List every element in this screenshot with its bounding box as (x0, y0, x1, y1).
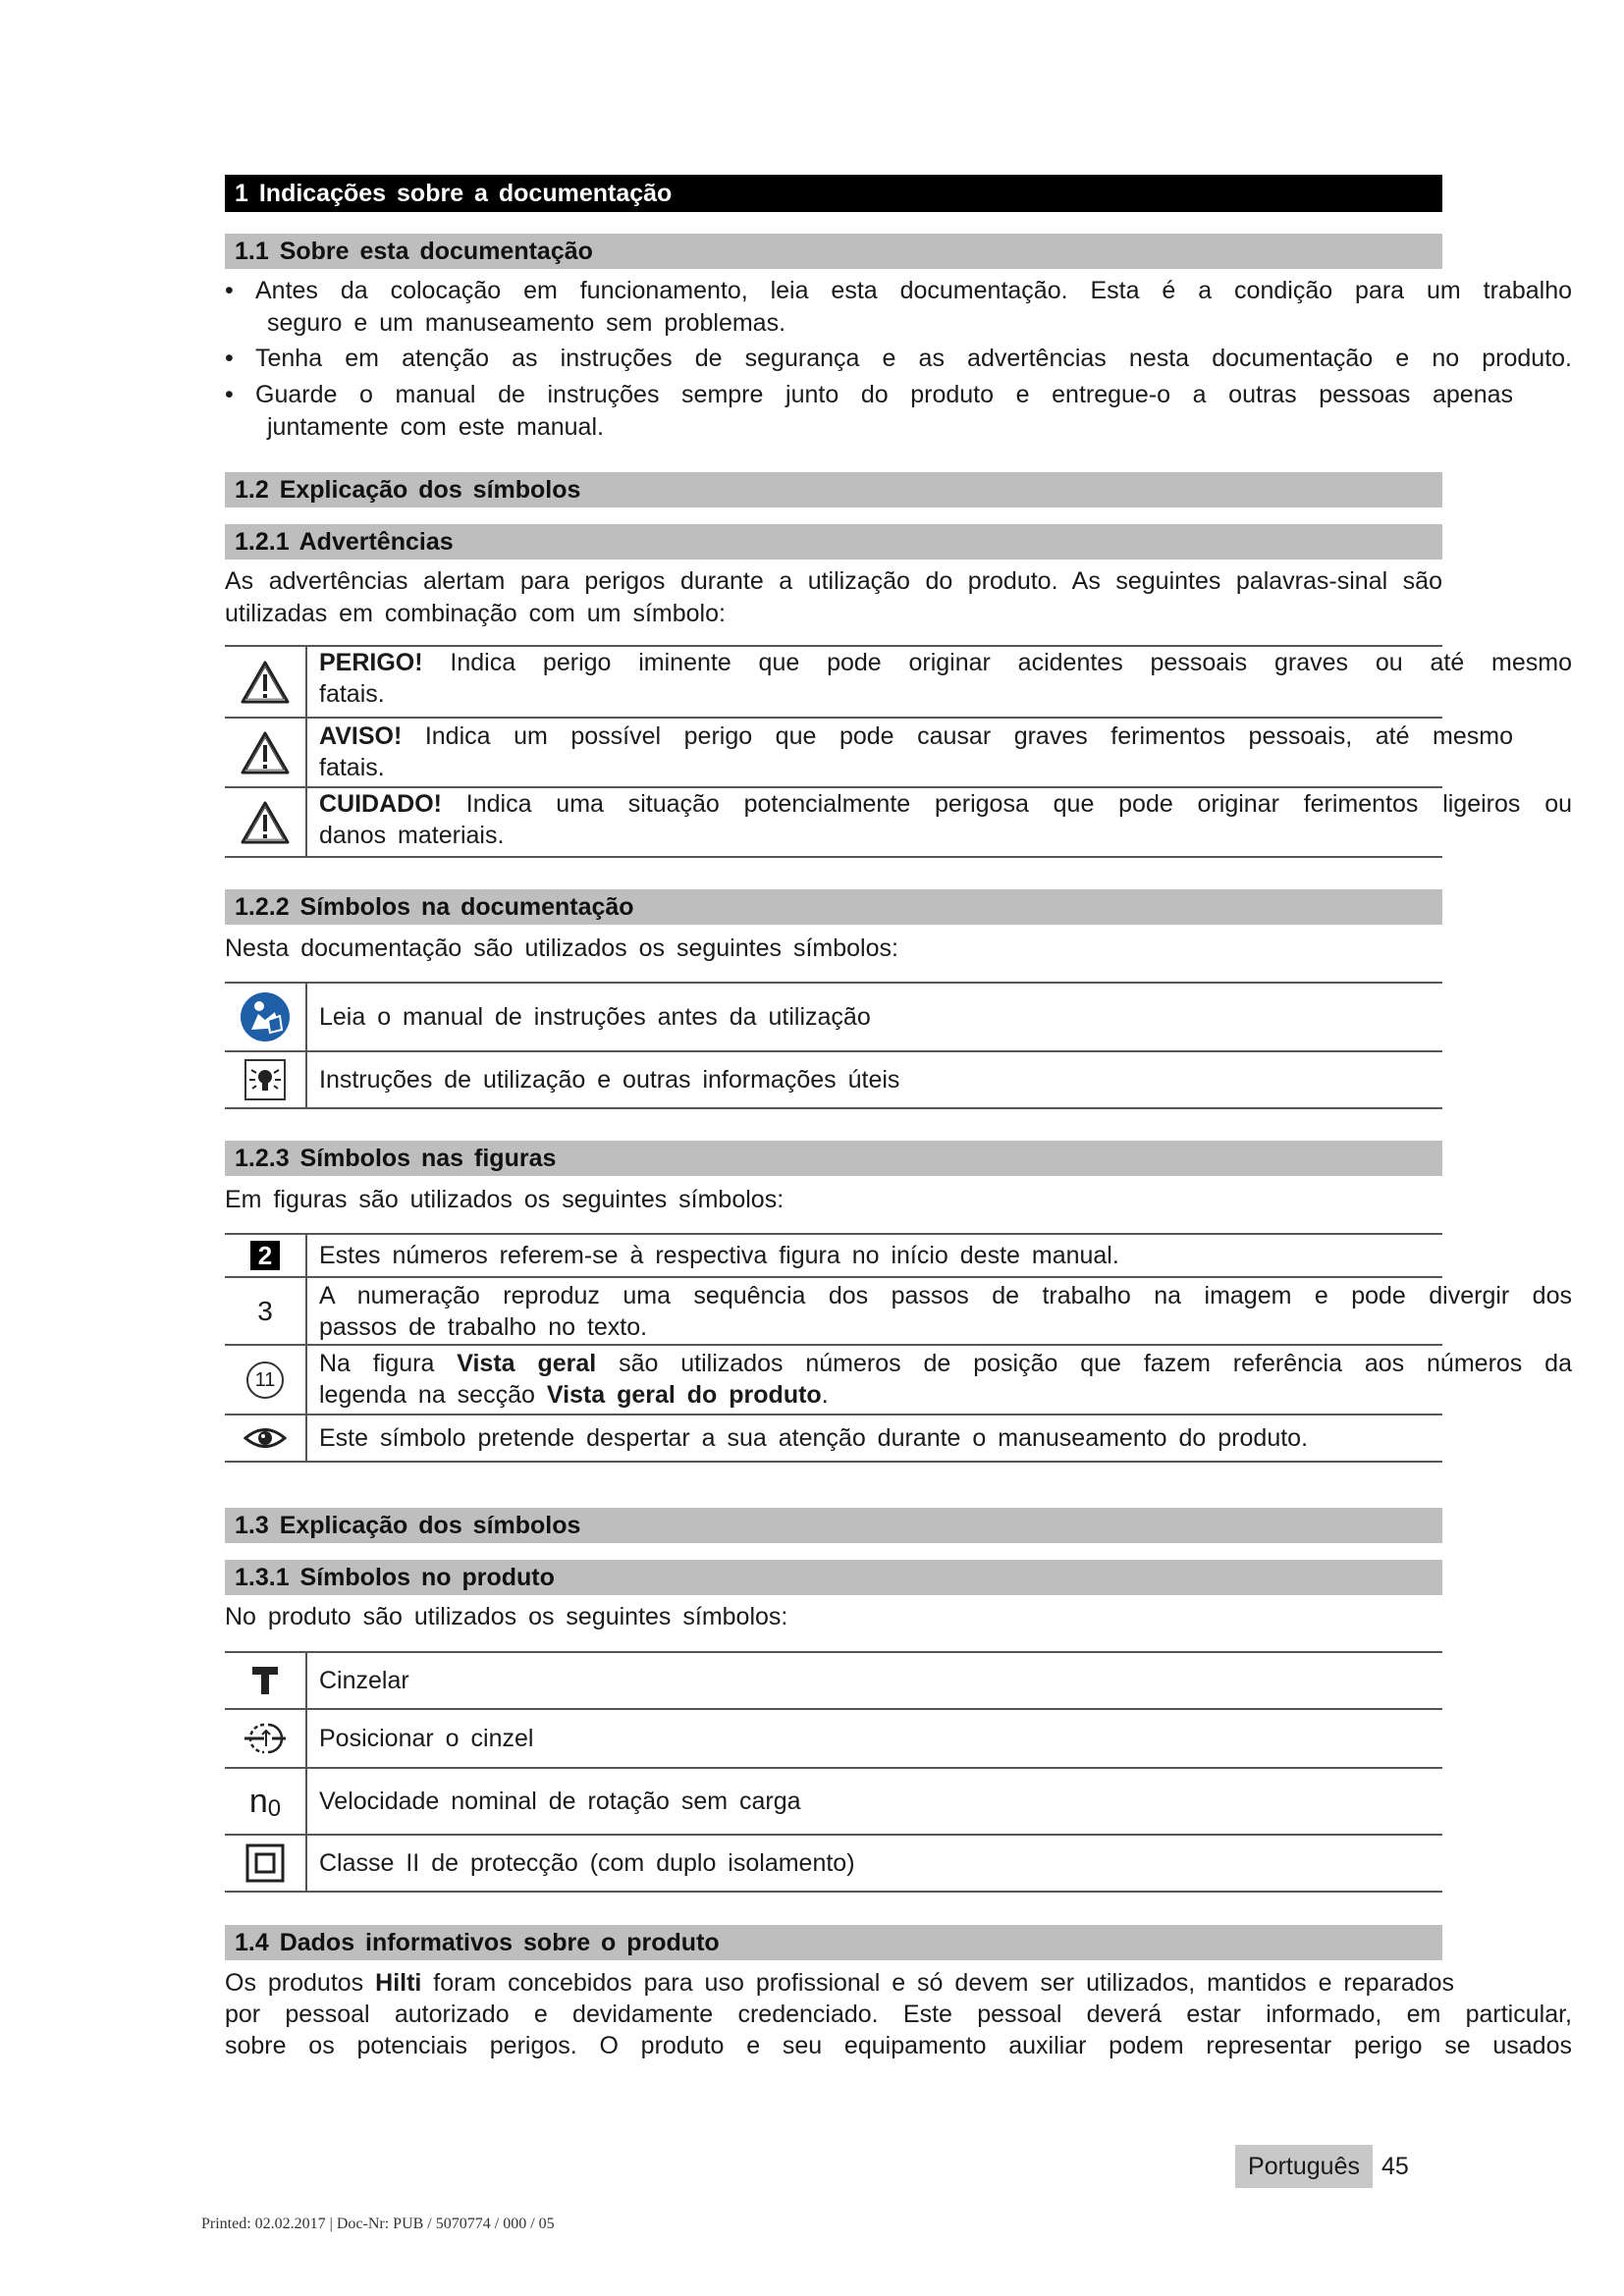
table-row (225, 719, 1513, 788)
row-text-bold: Vista geral (457, 1350, 597, 1377)
table-row (225, 1346, 1572, 1415)
paragraph-line: sobre os potenciais perigos. O produto e seu equipamento auxiliar podem representar perigo se usados (225, 2032, 1572, 2059)
section-heading-1-2-3: 1.2.3 Símbolos nas figuras (225, 1141, 1442, 1176)
table-row (225, 1836, 1442, 1893)
paragraph-intro (225, 565, 1442, 630)
page-number: 45 (1381, 2153, 1409, 2180)
table-row (225, 788, 1572, 858)
doc-symbols-table (225, 982, 1442, 1109)
row-text: legenda na secção (319, 1381, 547, 1409)
table-row (225, 984, 1442, 1052)
row-text-cont: fatais. (319, 754, 385, 781)
row-text: Instruções de utilização e outras informações úteis (319, 1066, 900, 1094)
eye-icon (225, 1415, 307, 1461)
chisel-position-icon (225, 1710, 307, 1767)
row-text-cont: passos de trabalho no texto. (319, 1313, 648, 1341)
table-row (225, 1415, 1442, 1463)
row-text-cont: fatais. (319, 680, 385, 708)
row-text-bold: Vista geral do produto (546, 1381, 822, 1409)
bullet-dot: • (225, 381, 234, 408)
row-text: são utilizados números de posição que fazem referência aos números da (596, 1350, 1572, 1377)
position-number-symbol: 11 (246, 1362, 284, 1399)
section-heading-1-2-1: 1.2.1 Advertências (225, 524, 1442, 560)
paragraph-line: por pessoal autorizado e devidamente credenciado. Este pessoal deverá estar informado, em particular, (225, 2001, 1572, 2028)
step-number-symbol: 3 (257, 1295, 273, 1326)
bullet-dot: • (225, 345, 234, 372)
paragraph-line: As advertências alertam para perigos durante a utilização do produto. As seguintes palavras-sinal são (225, 567, 1442, 595)
row-text: Estes números referem-se à respectiva figura no início deste manual. (319, 1242, 1119, 1269)
step-number-icon (225, 1278, 307, 1344)
speed-symbol: n (248, 1783, 268, 1820)
table-row (225, 1769, 1442, 1836)
signal-word: AVISO! (319, 722, 403, 750)
paragraph-body (225, 1967, 1572, 2061)
section-heading-1-2-2: 1.2.2 Símbolos na documentação (225, 889, 1442, 925)
read-manual-icon (225, 984, 307, 1050)
double-insulation-icon (225, 1836, 307, 1891)
bullet-text-cont: juntamente com este manual. (267, 413, 604, 441)
brand-name: Hilti (375, 1969, 422, 1997)
table-row (225, 647, 1572, 719)
section-heading-1-1: 1.1 Sobre esta documentação (225, 234, 1442, 269)
paragraph-intro: Em figuras são utilizados os seguintes símbolos: (225, 1186, 785, 1213)
footer-language-tab: Português (1235, 2145, 1373, 2188)
table-row (225, 1710, 1442, 1769)
signal-word: PERIGO! (319, 649, 423, 676)
warnings-table (225, 645, 1572, 858)
bullet-text: Tenha em atenção as instruções de segurança e as advertências nesta documentação e no produto. (255, 345, 1572, 372)
bullet-dot: • (225, 277, 234, 304)
position-number-icon (225, 1346, 307, 1414)
row-text: Indica perigo iminente que pode originar acidentes pessoais graves ou até mesmo (450, 649, 1572, 676)
paragraph-intro: Nesta documentação são utilizados os seguintes símbolos: (225, 934, 898, 962)
bullet-item (225, 275, 1572, 340)
speed-symbol-sub: 0 (267, 1795, 282, 1822)
bullet-item (225, 379, 1572, 444)
row-text: Na figura (319, 1350, 458, 1377)
bullet-text-cont: seguro e um manuseamento sem problemas. (267, 309, 786, 337)
figure-number-icon (225, 1235, 307, 1276)
paragraph-line: foram concebidos para uso profissional e só devem ser utilizados, mantidos e reparados (421, 1969, 1454, 1997)
row-text: Este símbolo pretende despertar a sua atenção durante o manuseamento do produto. (319, 1424, 1309, 1452)
row-text: Classe II de protecção (com duplo isolamento) (319, 1849, 855, 1877)
figure-number-symbol: 2 (250, 1241, 280, 1270)
section-heading-1-4: 1.4 Dados informativos sobre o produto (225, 1925, 1442, 1960)
row-text: Velocidade nominal de rotação sem carga (319, 1788, 801, 1815)
bullet-item (225, 343, 1572, 375)
paragraph-intro: No produto são utilizados os seguintes símbolos: (225, 1603, 788, 1630)
row-text-cont: danos materiais. (319, 822, 505, 849)
table-row (225, 1278, 1572, 1346)
no-load-speed-icon (225, 1769, 307, 1834)
product-symbols-table (225, 1651, 1442, 1893)
chisel-hammer-icon (225, 1653, 307, 1708)
section-heading-1-3-1: 1.3.1 Símbolos no produto (225, 1560, 1442, 1595)
paragraph-line: utilizadas em combinação com um símbolo: (225, 600, 726, 627)
table-row (225, 1653, 1442, 1710)
bullet-text: Antes da colocação em funcionamento, leia esta documentação. Esta é a condição para um trabalho (255, 277, 1572, 304)
warning-triangle-icon (225, 788, 307, 856)
paragraph-line: Os produtos (225, 1969, 376, 1997)
row-text: Indica um possível perigo que pode causar graves ferimentos pessoais, até mesmo (424, 722, 1513, 750)
row-text: A numeração reproduz uma sequência dos passos de trabalho na imagem e pode divergir dos (319, 1282, 1572, 1309)
bullet-text: Guarde o manual de instruções sempre junto do produto e entregue-o a outras pessoas apenas (255, 381, 1513, 408)
row-text: Posicionar o cinzel (319, 1725, 534, 1752)
warning-triangle-icon (225, 719, 307, 786)
table-row (225, 1052, 1442, 1109)
row-text: . (821, 1381, 829, 1409)
figure-symbols-table (225, 1233, 1572, 1463)
print-info: Printed: 02.02.2017 | Doc-Nr: PUB / 5070774 / 000 / 05 (201, 2216, 555, 2232)
table-row (225, 1235, 1442, 1278)
signal-word: CUIDADO! (319, 790, 442, 818)
warning-triangle-icon (225, 647, 307, 717)
row-text: Indica uma situação potencialmente perigosa que pode originar ferimentos ligeiros ou (465, 790, 1572, 818)
section-heading-1: 1 Indicações sobre a documentação (225, 175, 1442, 212)
row-text: Cinzelar (319, 1667, 409, 1694)
section-heading-1-2: 1.2 Explicação dos símbolos (225, 472, 1442, 507)
info-lightbulb-icon (225, 1052, 307, 1107)
section-heading-1-3: 1.3 Explicação dos símbolos (225, 1508, 1442, 1543)
row-text: Leia o manual de instruções antes da utilização (319, 1003, 871, 1031)
